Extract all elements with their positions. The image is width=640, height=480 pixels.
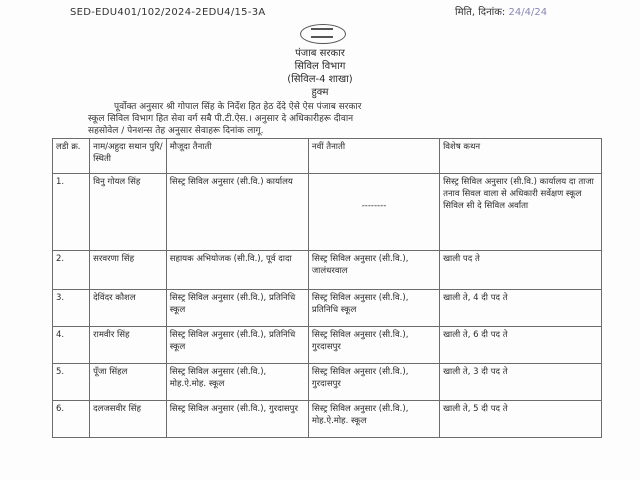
cell-remarks: खाली ते, 5 दी पद ते: [440, 401, 602, 438]
cell-new-posting: सिस्ट्र सिविल अनुसार (सी.वि.), जालंधरवाल: [308, 251, 439, 290]
paragraph-line: पूर्वोक्त अनुसार श्री गोपाल सिंह के निर्देश हित हेठ देंदे ऐसे ऐस पंजाब सरकार: [114, 102, 362, 112]
order-paragraph: [88, 101, 558, 137]
title-branch: (सिविल-4 शाखा): [287, 74, 353, 85]
paragraph-line: सहसोवेल / पेनशन्स तेह अनुसार सेवाहरू दिनांक लागू.: [88, 126, 264, 136]
cell-name: सरवरणा सिंह: [90, 251, 167, 290]
title-order: हुक्म: [311, 87, 329, 98]
title-department: सिविल विभाग: [294, 61, 346, 72]
cell-new-posting: सिस्ट्र सिविल अनुसार (सी.वि.), गुरदासपुर: [308, 327, 439, 364]
cell-remarks: खाली ते, 6 दी पद ते: [440, 327, 602, 364]
cell-name: पूँजा सिंहल: [90, 364, 167, 401]
date-line: [455, 8, 547, 18]
table-row: [53, 364, 602, 401]
cell-remarks: खाली ते, 4 दी पद ते: [440, 290, 602, 327]
cell-new-posting: सिस्ट्र सिविल अनुसार (सी.वि.), मोह.ऐ.मोह. स्कूल: [308, 401, 439, 438]
cell-remarks: खाली ते, 3 दी पद ते: [440, 364, 602, 401]
table-row: [53, 174, 602, 251]
cell-current-posting: सहायक अभियोजक (सी.वि.), पूर्व दादा: [166, 251, 308, 290]
cell-remarks: सिस्ट्र सिविल अनुसार (सी.वि.) कार्यालय दा ताजा तनाव सिवल वाला से अधिकारी सर्वेक्षण स्कूल सिविल सी दे सिविल अर्वांता: [440, 174, 602, 251]
government-emblem: [300, 24, 346, 44]
cell-name: देविंदर कौशल: [90, 290, 167, 327]
header-serial: लडी क्र.: [53, 139, 90, 174]
cell-serial: 2.: [53, 251, 90, 290]
cell-current-posting: सिस्ट्र सिविल अनुसार (सी.वि.), प्रतिनिधि स्कूल: [166, 290, 308, 327]
title-government: पंजाब सरकार: [295, 48, 345, 59]
cell-serial: 3.: [53, 290, 90, 327]
table-row: [53, 327, 602, 364]
cell-name: दलजसवीर सिंह: [90, 401, 167, 438]
cell-current-posting: सिस्ट्र सिविल अनुसार (सी.वि.), मोह.ऐ.मोह. स्कूल: [166, 364, 308, 401]
paragraph-line: स्कूल सिविल विभाग हित सेवा वर्ग सबै पी.टी.ऐस.। अनुसार दे अधिकारीहरू दीवान: [88, 114, 354, 124]
reference-number: SED-EDU401/102/2024-2EDU4/15-3A: [70, 7, 266, 18]
cell-serial: 6.: [53, 401, 90, 438]
table-row: [53, 290, 602, 327]
cell-name: रामवीर सिंह: [90, 327, 167, 364]
cell-name: विनु गोयल सिंह: [90, 174, 167, 251]
cell-serial: 5.: [53, 364, 90, 401]
cell-remarks: खाली पद ते: [440, 251, 602, 290]
empty-dash: --------: [361, 201, 387, 211]
header-current-posting: मौजूदा तैनाती: [166, 139, 308, 174]
posting-table: [52, 138, 602, 438]
table-header-row: [53, 139, 602, 174]
cell-new-posting: सिस्ट्र सिविल अनुसार (सी.वि.), प्रतिनिधि स्कूल: [308, 290, 439, 327]
cell-current-posting: सिस्ट्र सिविल अनुसार (सी.वि.) कार्यालय: [166, 174, 308, 251]
header-name: नाम/अहुदा सथान पुरि/स्थिती: [90, 139, 167, 174]
date-label: मिति, दिनांक:: [455, 7, 506, 18]
date-value: 24/4/24: [508, 7, 548, 18]
cell-serial: 4.: [53, 327, 90, 364]
cell-new-posting: [308, 174, 439, 251]
table-row: [53, 251, 602, 290]
cell-current-posting: सिस्ट्र सिविल अनुसार (सी.वि.), प्रतिनिधि स्कूल: [166, 327, 308, 364]
cell-serial: 1.: [53, 174, 90, 251]
header-new-posting: नवीं तैनाती: [308, 139, 439, 174]
table-row: [53, 401, 602, 438]
cell-current-posting: सिस्ट्र सिविल अनुसार (सी.वि.), गुरदासपुर: [166, 401, 308, 438]
header-remarks: विशेष कथन: [440, 139, 602, 174]
cell-new-posting: सिस्ट्र सिविल अनुसार (सी.वि.), गुरदासपुर: [308, 364, 439, 401]
